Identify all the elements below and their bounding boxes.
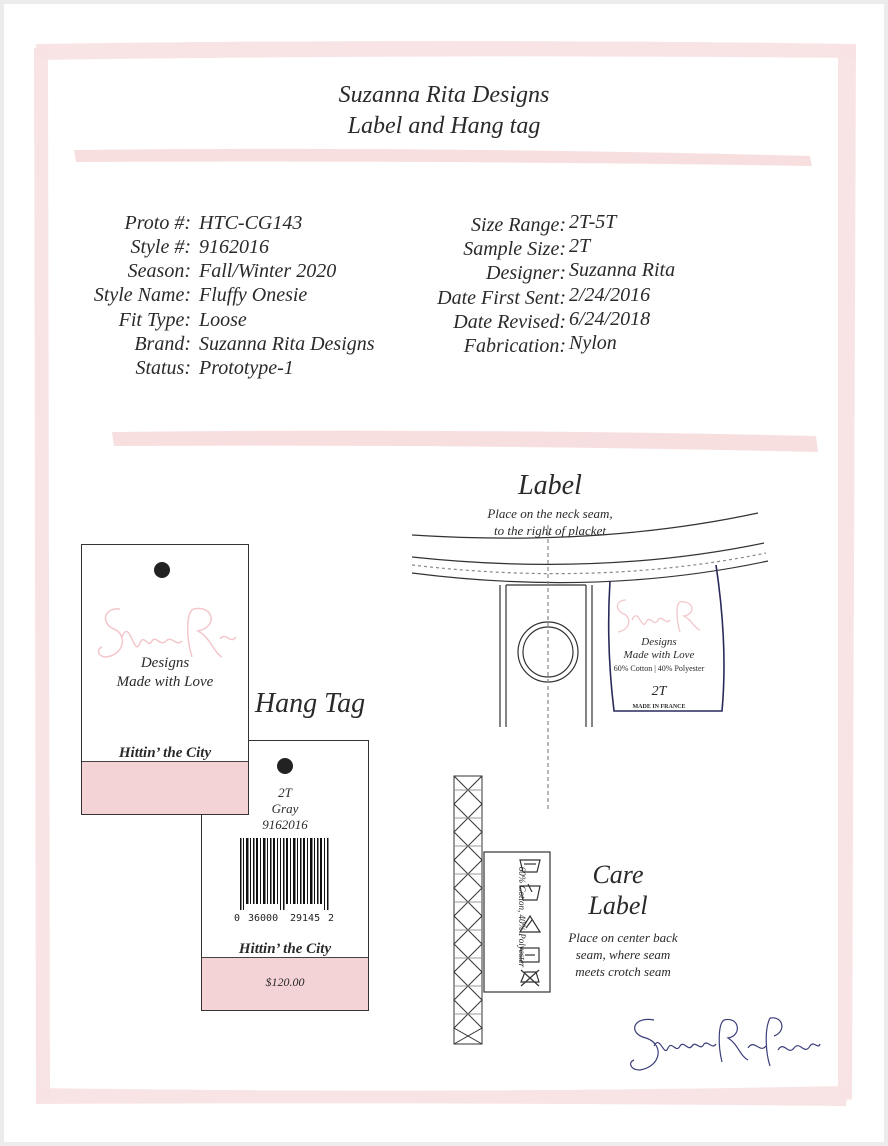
spec-value: Suzanna Rita Designs (199, 333, 375, 355)
spec-value: Nylon (569, 332, 617, 354)
spec-value: 2T-5T (569, 211, 617, 233)
spec-label: Sample Size: (463, 238, 566, 260)
spec-label: Season: (127, 260, 191, 282)
hand-wash-icon (520, 884, 540, 900)
spec-value: Fall/Winter 2020 (199, 260, 337, 282)
hang-tag-size: 2T (278, 785, 292, 800)
barcode-digit: 0 (234, 913, 241, 924)
barcode-digit: 2 (328, 913, 335, 924)
care-icons (516, 856, 544, 988)
spec-label: Proto #: (124, 212, 191, 234)
hang-tag-front (81, 544, 249, 815)
hang-tag-front-band (82, 761, 248, 814)
spec-value: 9162016 (199, 236, 269, 258)
hang-tag-price-band (202, 957, 368, 1010)
care-label-instruction-line3: meets crotch seam (575, 964, 671, 979)
label-line1: Designs (641, 636, 677, 648)
hang-tag-hole (277, 758, 293, 774)
hang-tag-back-footer: Hittin’ the City (238, 941, 332, 957)
spec-label: Style #: (130, 236, 191, 258)
barcode-digit: 36000 (248, 913, 279, 924)
barcode (238, 838, 334, 914)
label-composition: 60% Cotton | 40% Polyester (613, 664, 705, 673)
hang-tag-price: $120.00 (265, 975, 305, 989)
spec-value: 6/24/2018 (569, 308, 651, 330)
care-label-heading-line2: Label (588, 891, 648, 920)
label-size: 2T (651, 684, 667, 699)
spec-value: Prototype-1 (199, 357, 294, 379)
spec-label: Date Revised: (453, 311, 566, 333)
spec-label: Designer: (486, 262, 566, 284)
wash-icon (520, 860, 540, 872)
no-iron-icon (521, 970, 539, 986)
care-label-composition: 60% Cotton, 40% Polyester (517, 866, 527, 968)
care-label-heading-line1: Care (592, 860, 644, 889)
document-title-line2: Label and Hang tag (347, 113, 541, 139)
spec-value: Loose (199, 309, 247, 331)
hang-tag-hole (154, 562, 170, 578)
spec-label: Date First Sent: (437, 287, 566, 309)
spec-value: 2/24/2016 (569, 284, 651, 306)
spec-value: Suzanna Rita (569, 259, 676, 281)
spec-value: HTC-CG143 (199, 212, 303, 234)
bleach-icon (520, 916, 540, 932)
document-title-line1: Suzanna Rita Designs (338, 82, 550, 108)
label-line2: Made with Love (623, 649, 695, 661)
label-origin: MADE IN FRANCE (632, 704, 686, 710)
label-logo-script-image (608, 596, 714, 636)
hang-tag-front-line1: Designs (140, 655, 190, 671)
care-label-instruction-line1: Place on center back (568, 930, 678, 945)
spec-label: Size Range: (471, 214, 566, 236)
spec-label: Brand: (134, 333, 191, 355)
spec-label: Status: (135, 357, 191, 379)
barcode-digit: 29145 (290, 913, 321, 924)
hang-tag-style-number: 9162016 (262, 817, 308, 832)
care-label-instruction-line2: seam, where seam (575, 947, 671, 962)
tumble-dry-icon (521, 948, 539, 962)
hang-tag-front-line2: Made with Love (116, 674, 214, 690)
spec-label: Fit Type: (118, 309, 191, 331)
spec-label: Style Name: (93, 284, 191, 306)
hang-tag-front-footer: Hittin’ the City (118, 745, 212, 761)
handwritten-signature (624, 1010, 824, 1080)
label-heading: Label (518, 470, 582, 501)
spec-value: Fluffy Onesie (199, 284, 308, 306)
hang-tag-heading: Hang Tag (254, 688, 366, 719)
hang-tag-color: Gray (271, 801, 299, 816)
label-instruction-line2: to the right of placket (494, 523, 606, 538)
spec-label: Fabrication: (463, 335, 566, 357)
spec-value: 2T (569, 235, 591, 257)
label-instruction-line1: Place on the neck seam, (487, 506, 613, 521)
